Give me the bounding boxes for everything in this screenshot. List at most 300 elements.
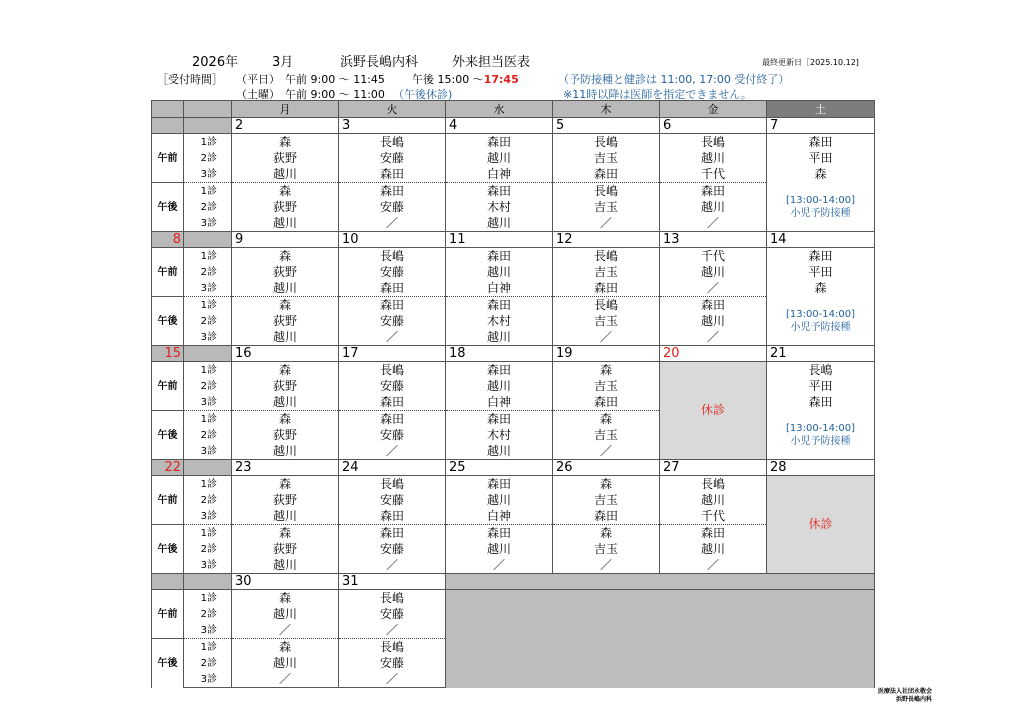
doctor-cell: 越川 bbox=[660, 150, 767, 166]
doctor-cell: 越川 bbox=[660, 264, 767, 280]
doctor-cell: 森 bbox=[553, 476, 660, 493]
sunday-date-cell bbox=[152, 460, 184, 476]
date-number: 27 bbox=[663, 459, 680, 475]
doctor-cell: 長嶋 bbox=[339, 248, 446, 265]
doctor-cell: 千代 bbox=[660, 166, 767, 183]
slot-row bbox=[152, 134, 875, 151]
doctor-cell: 越川 bbox=[446, 215, 553, 232]
date-row bbox=[152, 346, 875, 362]
doctor-cell: ／ bbox=[660, 215, 767, 232]
footer bbox=[878, 688, 932, 704]
date-cell bbox=[339, 460, 446, 476]
doctor-cell: 安藤 bbox=[339, 606, 446, 622]
date-cell bbox=[232, 346, 339, 362]
date-cell bbox=[553, 460, 660, 476]
date-number: 5 bbox=[556, 117, 565, 133]
doctor-cell: 荻野 bbox=[232, 199, 339, 215]
slot-label: 3診 bbox=[184, 443, 232, 460]
last-updated: 最終更新日［2025.10.12] bbox=[762, 58, 859, 67]
doctor-cell: 森田 bbox=[339, 508, 446, 525]
date-cell bbox=[767, 346, 875, 362]
doctor-cell: 木村 bbox=[446, 427, 553, 443]
date-number: 17 bbox=[342, 345, 359, 361]
date-number: 25 bbox=[449, 459, 466, 475]
doctor-cell: ／ bbox=[339, 622, 446, 639]
doctor-cell: 森田 bbox=[446, 134, 553, 151]
date-cell bbox=[767, 460, 875, 476]
date-cell bbox=[553, 346, 660, 362]
doctor-cell: 千代 bbox=[660, 508, 767, 525]
date-gap-cell bbox=[184, 118, 232, 134]
doctor-cell: 越川 bbox=[446, 378, 553, 394]
weekday-am-hours: 午前 9:00 ～ 11:45 bbox=[285, 73, 385, 86]
doctor-cell: 森田 bbox=[339, 525, 446, 542]
slot-label: 1診 bbox=[184, 297, 232, 314]
doctor-cell: 吉玉 bbox=[553, 150, 660, 166]
doctor-cell: 森田 bbox=[446, 525, 553, 542]
doctor-cell: 越川 bbox=[232, 508, 339, 525]
doctor-cell: 森田 bbox=[339, 394, 446, 411]
doctor-cell: 森 bbox=[232, 183, 339, 200]
weekday-tue: 火 bbox=[339, 101, 446, 118]
doctor-cell: 平田 bbox=[767, 378, 875, 394]
doctor-cell: 長嶋 bbox=[339, 362, 446, 379]
doctor-cell: 越川 bbox=[446, 264, 553, 280]
date-number: 26 bbox=[556, 459, 573, 475]
doctor-cell: 白神 bbox=[446, 166, 553, 183]
doctor-cell: ／ bbox=[553, 557, 660, 574]
vaccine-note: （予防接種と健診は 11:00, 17:00 受付終了） bbox=[558, 73, 790, 86]
doctor-cell: 森田 bbox=[660, 297, 767, 314]
doctor-cell: 木村 bbox=[446, 199, 553, 215]
closed-cell: 休診 bbox=[660, 362, 767, 460]
slot-row bbox=[152, 183, 875, 200]
slot-row bbox=[152, 525, 875, 542]
session-am: 午前 bbox=[152, 476, 184, 525]
session-am: 午前 bbox=[152, 134, 184, 183]
month-label: 3月 bbox=[272, 55, 294, 70]
weekday-fri: 金 bbox=[660, 101, 767, 118]
session-pm: 午後 bbox=[152, 525, 184, 574]
doctor-cell: 長嶋 bbox=[339, 134, 446, 151]
doctor-cell: 安藤 bbox=[339, 199, 446, 215]
page-title: 外来担当医表 bbox=[452, 55, 531, 70]
slot-label: 1診 bbox=[184, 590, 232, 607]
date-gap-cell bbox=[184, 232, 232, 248]
reception-label: ［受付時間］ bbox=[157, 73, 223, 86]
slot-row bbox=[152, 508, 875, 525]
date-cell bbox=[339, 346, 446, 362]
vaccination-label: 小児予防接種 bbox=[790, 207, 851, 219]
slot-row bbox=[152, 215, 875, 232]
slot-row bbox=[152, 329, 875, 346]
doctor-cell: 森 bbox=[232, 248, 339, 265]
slot-row bbox=[152, 411, 875, 428]
slot-label: 1診 bbox=[184, 362, 232, 379]
doctor-cell: 森田 bbox=[553, 280, 660, 297]
doctor-cell: 吉玉 bbox=[553, 427, 660, 443]
doctor-cell: 森 bbox=[553, 411, 660, 428]
doctor-cell: ／ bbox=[660, 329, 767, 346]
doctor-cell: 越川 bbox=[232, 655, 339, 671]
date-number: 11 bbox=[449, 231, 466, 247]
slot-label: 1診 bbox=[184, 248, 232, 265]
date-number: 9 bbox=[235, 231, 244, 247]
doctor-cell: 白神 bbox=[446, 394, 553, 411]
sunday-date-cell bbox=[152, 118, 184, 134]
slot-label: 2診 bbox=[184, 199, 232, 215]
vaccination-time: [13:00-14:00] bbox=[785, 422, 856, 434]
weekday-pm-end: 17:45 bbox=[483, 73, 519, 86]
slot-label: 3診 bbox=[184, 671, 232, 688]
clinic-name: 浜野長嶋内科 bbox=[340, 55, 419, 70]
doctor-cell: 安藤 bbox=[339, 313, 446, 329]
doctor-cell: 長嶋 bbox=[339, 476, 446, 493]
doctor-cell: 吉玉 bbox=[553, 264, 660, 280]
doctor-cell: 越川 bbox=[660, 199, 767, 215]
doctor-cell: 安藤 bbox=[339, 541, 446, 557]
doctor-cell: 白神 bbox=[446, 280, 553, 297]
slot-row bbox=[152, 394, 875, 411]
slot-label: 3診 bbox=[184, 394, 232, 411]
date-cell bbox=[446, 232, 553, 248]
doctor-cell: 千代 bbox=[660, 248, 767, 265]
date-cell bbox=[767, 118, 875, 134]
closed-cell: 休診 bbox=[767, 476, 875, 574]
slot-row bbox=[152, 166, 875, 183]
doctor-cell: 安藤 bbox=[339, 150, 446, 166]
footer-line1: 医療法人社団永敬会 bbox=[877, 688, 932, 695]
slot-row bbox=[152, 362, 875, 379]
date-cell bbox=[232, 118, 339, 134]
date-cell bbox=[339, 574, 446, 590]
slot-label: 2診 bbox=[184, 606, 232, 622]
doctor-cell: 森田 bbox=[446, 411, 553, 428]
slot-label: 2診 bbox=[184, 264, 232, 280]
weekday-thu: 木 bbox=[553, 101, 660, 118]
doctor-cell: 安藤 bbox=[339, 427, 446, 443]
doctor-cell: 越川 bbox=[232, 443, 339, 460]
doctor-cell: ／ bbox=[660, 557, 767, 574]
date-number: 4 bbox=[449, 117, 458, 133]
slot-label: 3診 bbox=[184, 508, 232, 525]
doctor-cell: 長嶋 bbox=[660, 476, 767, 493]
doctor-cell: ／ bbox=[553, 443, 660, 460]
doctor-cell: 越川 bbox=[232, 394, 339, 411]
date-number: 28 bbox=[770, 459, 787, 475]
date-gap-cell bbox=[184, 574, 232, 590]
doctor-cell: 森田 bbox=[339, 166, 446, 183]
saturday-note: （午後休診) bbox=[393, 88, 453, 101]
year-label: 2026年 bbox=[192, 55, 239, 70]
doctor-cell: 吉玉 bbox=[553, 199, 660, 215]
date-row bbox=[152, 460, 875, 476]
doctor-cell: 荻野 bbox=[232, 378, 339, 394]
slot-row bbox=[152, 199, 875, 215]
schedule-table bbox=[151, 100, 875, 688]
session-am: 午前 bbox=[152, 248, 184, 297]
date-number: 2 bbox=[235, 117, 244, 133]
doctor-cell: 森田 bbox=[446, 476, 553, 493]
doctor-cell: 森 bbox=[232, 297, 339, 314]
date-cell bbox=[339, 232, 446, 248]
slot-row bbox=[152, 492, 875, 508]
date-number: 19 bbox=[556, 345, 573, 361]
slot-label: 3診 bbox=[184, 557, 232, 574]
date-cell bbox=[767, 232, 875, 248]
doctor-cell: ／ bbox=[553, 215, 660, 232]
session-am: 午前 bbox=[152, 362, 184, 411]
date-number: 18 bbox=[449, 345, 466, 361]
doctor-cell: 越川 bbox=[446, 329, 553, 346]
doctor-cell: ／ bbox=[232, 671, 339, 688]
sunday-date: 22 bbox=[164, 459, 181, 475]
doctor-cell: 長嶋 bbox=[339, 639, 446, 656]
doctor-cell: 安藤 bbox=[339, 655, 446, 671]
doctor-cell: 森田 bbox=[446, 362, 553, 379]
doctor-cell: ／ bbox=[339, 215, 446, 232]
doctor-cell: 森田 bbox=[767, 394, 875, 411]
doctor-cell: 森田 bbox=[660, 525, 767, 542]
vaccination-time: [13:00-14:00] bbox=[785, 308, 856, 320]
date-number: 30 bbox=[235, 573, 252, 589]
slot-label: 3診 bbox=[184, 329, 232, 346]
date-number: 16 bbox=[235, 345, 252, 361]
slot-row bbox=[152, 297, 875, 314]
doctor-cell: 越川 bbox=[232, 215, 339, 232]
sunday-date-cell bbox=[152, 346, 184, 362]
doctor-cell: 森田 bbox=[339, 297, 446, 314]
date-number: 3 bbox=[342, 117, 351, 133]
date-cell bbox=[660, 232, 767, 248]
session-pm: 午後 bbox=[152, 411, 184, 460]
slot-row bbox=[152, 248, 875, 265]
slot-row bbox=[152, 476, 875, 493]
doctor-cell: 越川 bbox=[446, 443, 553, 460]
doctor-cell: 森 bbox=[553, 525, 660, 542]
slot-label: 3診 bbox=[184, 622, 232, 639]
slot-label: 2診 bbox=[184, 427, 232, 443]
slot-row bbox=[152, 378, 875, 394]
session-pm: 午後 bbox=[152, 639, 184, 688]
doctor-cell: ／ bbox=[553, 329, 660, 346]
doctor-cell: 森 bbox=[232, 476, 339, 493]
doctor-cell: 森田 bbox=[446, 183, 553, 200]
slot-label: 1診 bbox=[184, 525, 232, 542]
date-cell bbox=[446, 460, 553, 476]
doctor-cell: 荻野 bbox=[232, 264, 339, 280]
weekday-mon: 月 bbox=[232, 101, 339, 118]
date-row bbox=[152, 232, 875, 248]
doctor-cell: ／ bbox=[339, 557, 446, 574]
session-pm: 午後 bbox=[152, 183, 184, 232]
date-number: 20 bbox=[663, 345, 680, 361]
doctor-cell: 森 bbox=[232, 590, 339, 607]
doctor-cell: 長嶋 bbox=[767, 362, 875, 379]
slot-label: 1診 bbox=[184, 639, 232, 656]
slot-row bbox=[152, 557, 875, 574]
doctor-cell: 荻野 bbox=[232, 150, 339, 166]
vaccination-label: 小児予防接種 bbox=[790, 435, 851, 447]
sunday-date: 15 bbox=[164, 345, 181, 361]
saturday-label: （土曜） bbox=[236, 88, 280, 101]
date-cell bbox=[232, 460, 339, 476]
date-number: 6 bbox=[663, 117, 672, 133]
slot-row bbox=[152, 264, 875, 280]
date-cell bbox=[553, 118, 660, 134]
session-am: 午前 bbox=[152, 590, 184, 639]
slot-label: 1診 bbox=[184, 183, 232, 200]
child-vaccination-note bbox=[767, 411, 875, 460]
doctor-cell: 越川 bbox=[660, 492, 767, 508]
doctor-cell: 森田 bbox=[339, 411, 446, 428]
date-number: 13 bbox=[663, 231, 680, 247]
doctor-cell: 越川 bbox=[660, 541, 767, 557]
date-cell bbox=[232, 574, 339, 590]
date-number: 7 bbox=[770, 117, 779, 133]
corner-cell bbox=[152, 101, 184, 118]
date-gap-cell bbox=[184, 460, 232, 476]
doctor-cell: 荻野 bbox=[232, 492, 339, 508]
doctor-cell: 森田 bbox=[767, 248, 875, 265]
doctor-cell: 越川 bbox=[232, 329, 339, 346]
slot-label: 2診 bbox=[184, 492, 232, 508]
date-cell bbox=[660, 460, 767, 476]
slot-label: 2診 bbox=[184, 655, 232, 671]
slot-row bbox=[152, 150, 875, 166]
doctor-cell: 森 bbox=[553, 362, 660, 379]
date-cell bbox=[446, 574, 875, 590]
date-cell bbox=[232, 232, 339, 248]
doctor-cell: 森 bbox=[232, 525, 339, 542]
doctor-cell: 荻野 bbox=[232, 313, 339, 329]
doctor-cell: 森田 bbox=[446, 297, 553, 314]
slot-row bbox=[152, 541, 875, 557]
slot-label: 1診 bbox=[184, 476, 232, 493]
doctor-cell: 森田 bbox=[339, 183, 446, 200]
footer-line2: 浜野長嶋内科 bbox=[895, 696, 932, 703]
blank-cell bbox=[446, 590, 875, 688]
doctor-cell: 荻野 bbox=[232, 427, 339, 443]
corner-cell bbox=[184, 101, 232, 118]
doctor-cell: 安藤 bbox=[339, 264, 446, 280]
slot-label: 2診 bbox=[184, 150, 232, 166]
date-cell bbox=[446, 118, 553, 134]
slot-label: 2診 bbox=[184, 541, 232, 557]
vaccination-label: 小児予防接種 bbox=[790, 321, 851, 333]
vaccination-time: [13:00-14:00] bbox=[785, 194, 856, 206]
doctor-cell: 長嶋 bbox=[553, 297, 660, 314]
date-number: 21 bbox=[770, 345, 787, 361]
weekday-label: （平日） bbox=[236, 73, 280, 86]
weekday-header-row bbox=[152, 101, 875, 118]
doctor-cell: ／ bbox=[339, 443, 446, 460]
sunday-date-cell bbox=[152, 232, 184, 248]
doctor-cell: 吉玉 bbox=[553, 541, 660, 557]
date-number: 12 bbox=[556, 231, 573, 247]
doctor-cell: 長嶋 bbox=[339, 590, 446, 607]
doctor-cell: ／ bbox=[232, 622, 339, 639]
slot-label: 2診 bbox=[184, 378, 232, 394]
date-row bbox=[152, 118, 875, 134]
date-row bbox=[152, 574, 875, 590]
slot-label: 1診 bbox=[184, 411, 232, 428]
date-number: 14 bbox=[770, 231, 787, 247]
doctor-cell: ／ bbox=[660, 280, 767, 297]
sunday-date: 8 bbox=[172, 231, 181, 247]
weekday-wed: 水 bbox=[446, 101, 553, 118]
doctor-cell: 森田 bbox=[767, 134, 875, 151]
doctor-cell: 越川 bbox=[446, 541, 553, 557]
doctor-cell: 長嶋 bbox=[553, 134, 660, 151]
date-cell bbox=[660, 118, 767, 134]
date-cell bbox=[553, 232, 660, 248]
doctor-cell: ／ bbox=[446, 557, 553, 574]
date-number: 23 bbox=[235, 459, 252, 475]
doctor-cell: 森田 bbox=[339, 280, 446, 297]
doctor-cell: 越川 bbox=[446, 492, 553, 508]
doctor-cell: 森 bbox=[232, 134, 339, 151]
session-pm: 午後 bbox=[152, 297, 184, 346]
slot-row bbox=[152, 590, 875, 607]
child-vaccination-note bbox=[767, 183, 875, 232]
doctor-cell: ／ bbox=[339, 329, 446, 346]
date-number: 24 bbox=[342, 459, 359, 475]
doctor-cell: ／ bbox=[339, 671, 446, 688]
doctor-cell: 木村 bbox=[446, 313, 553, 329]
doctor-cell: 越川 bbox=[232, 280, 339, 297]
doctor-cell: 越川 bbox=[232, 557, 339, 574]
doctor-cell: 吉玉 bbox=[553, 378, 660, 394]
weekday-pm-hours: 午後 15:00 ～17:45 bbox=[412, 73, 519, 86]
doctor-cell: 平田 bbox=[767, 264, 875, 280]
doctor-cell: 森 bbox=[232, 362, 339, 379]
date-cell bbox=[339, 118, 446, 134]
doctor-cell: 森 bbox=[232, 639, 339, 656]
doctor-cell: 長嶋 bbox=[660, 134, 767, 151]
weekday-sat: 土 bbox=[767, 101, 875, 118]
date-number: 31 bbox=[342, 573, 359, 589]
date-cell bbox=[660, 346, 767, 362]
date-gap-cell bbox=[184, 346, 232, 362]
sunday-date-cell bbox=[152, 574, 184, 590]
date-cell bbox=[446, 346, 553, 362]
doctor-cell: 安藤 bbox=[339, 378, 446, 394]
doctor-cell: 森田 bbox=[553, 508, 660, 525]
doctor-cell: 越川 bbox=[232, 606, 339, 622]
doctor-cell: 荻野 bbox=[232, 541, 339, 557]
slot-row bbox=[152, 313, 875, 329]
doctor-cell: 森田 bbox=[553, 166, 660, 183]
date-number: 10 bbox=[342, 231, 359, 247]
doctor-cell: 長嶋 bbox=[553, 183, 660, 200]
doctor-cell: 平田 bbox=[767, 150, 875, 166]
saturday-am-hours: 午前 9:00 ～ 11:00 bbox=[285, 88, 385, 101]
doctor-cell: 森 bbox=[767, 280, 875, 297]
slot-label: 3診 bbox=[184, 166, 232, 183]
doctor-cell: 森 bbox=[232, 411, 339, 428]
doctor-cell: 越川 bbox=[232, 166, 339, 183]
doctor-cell: 森 bbox=[767, 166, 875, 183]
slot-label: 3診 bbox=[184, 280, 232, 297]
slot-label: 3診 bbox=[184, 215, 232, 232]
doctor-cell: 吉玉 bbox=[553, 492, 660, 508]
doctor-cell: 吉玉 bbox=[553, 313, 660, 329]
child-vaccination-note bbox=[767, 297, 875, 346]
doctor-cell: 森田 bbox=[446, 248, 553, 265]
doctor-cell: 越川 bbox=[660, 313, 767, 329]
slot-label: 2診 bbox=[184, 313, 232, 329]
